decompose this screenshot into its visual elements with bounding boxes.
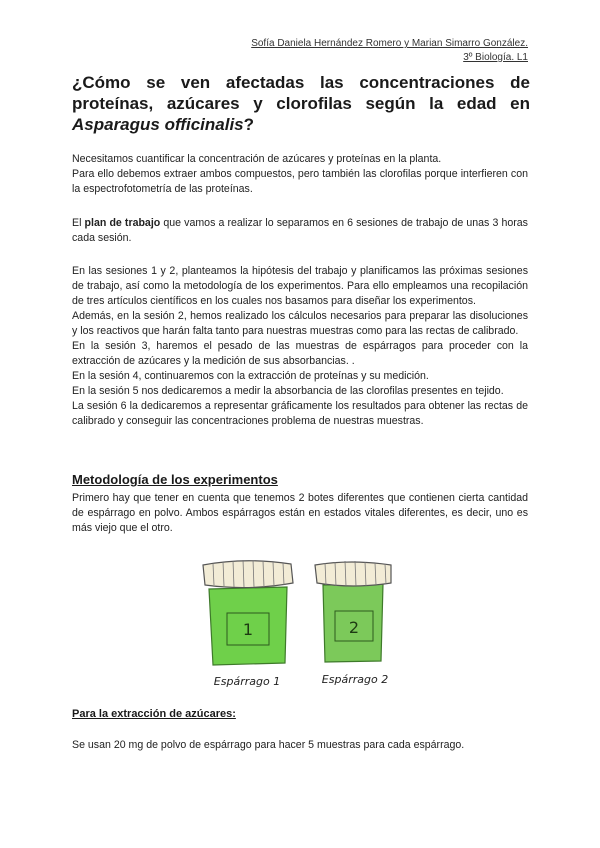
jar-2: [315, 561, 391, 686]
plan-pre: El: [72, 217, 85, 229]
jar-2-number: 2: [348, 618, 360, 637]
session-text: En las sesiones 1 y 2, planteamos la hipótesis del trabajo y planificamos las próximas sesiones de trabajo, así como la metodología de los experimentos. Para ello empleamos una recopilación de tres artículos científicos en los cuales nos basamos para diseñar los experimentos.: [72, 265, 528, 307]
plan-post: que vamos a realizar lo separamos en 6 sesiones de trabajo de unas 3 horas cada sesión.: [72, 217, 528, 244]
jar-1: [203, 560, 293, 688]
intro-paragraph: [72, 152, 528, 197]
session-text: En la sesión 4, continuaremos con la extracción de proteínas y su medición.: [72, 370, 429, 382]
session-text: En la sesión 3, haremos el pesado de las muestras de espárragos para proceder con la extracción de azúcares y la medición de sus absorbancias. .: [72, 340, 528, 367]
methodology-heading: Metodología de los experimentos: [72, 472, 278, 487]
sugars-paragraph: [72, 738, 528, 753]
session-text: Además, en la sesión 2, hemos realizado los cálculos necesarios para preparar las disoluciones y los reactivos que harán falta tanto para nuestras muestras como para las rectas de calibrado.: [72, 310, 528, 337]
author-header: [251, 37, 528, 65]
plan-bold: plan de trabajo: [84, 217, 161, 229]
plan-paragraph: [72, 216, 528, 246]
title-main: ¿Cómo se ven afectadas las concentraciones de proteínas, azúcares y clorofilas según la edad en: [72, 73, 530, 113]
sugars-heading: Para la extracción de azúcares:: [72, 708, 236, 720]
methodology-paragraph: [72, 491, 528, 536]
methodology-text: Primero hay que tener en cuenta que tenemos 2 botes diferentes que contienen cierta cantidad de espárrago en polvo. Ambos espárragos están en estados vitales diferentes, es decir, uno es más viejo que el otro.: [72, 492, 528, 534]
jar-2-caption: Espárrago 2: [321, 673, 389, 686]
jar-1-number: 1: [242, 620, 254, 639]
jar-1-lid: [203, 561, 293, 588]
page-title: [72, 72, 530, 135]
intro-line-1: Necesitamos cuantificar la concentración de azúcares y proteínas en la planta.: [72, 153, 442, 165]
asparagus-jars-figure: [195, 555, 415, 695]
title-species: Asparagus officinalis: [72, 115, 244, 134]
jar-1-caption: Espárrago 1: [213, 675, 281, 688]
session-text: La sesión 6 la dedicaremos a representar gráficamente los resultados para obtener las rectas de calibrado y conseguir las concentraciones problema de nuestras muestras.: [72, 400, 528, 427]
sessions-paragraph: [72, 264, 528, 429]
sugars-text: Se usan 20 mg de polvo de espárrago para hacer 5 muestras para cada espárrago.: [72, 739, 465, 751]
authors-line: Sofía Daniela Hernández Romero y Marian Simarro González.: [251, 38, 528, 49]
intro-line-2: Para ello debemos extraer ambos compuestos, pero también las clorofilas porque interfieren con la espectrofotometría de las proteínas.: [72, 168, 528, 195]
jar-2-lid: [315, 562, 391, 586]
class-line: 3º Biología. L1: [463, 52, 528, 63]
session-text: En la sesión 5 nos dedicaremos a medir la absorbancia de las clorofilas presentes en tejido.: [72, 385, 504, 397]
title-end: ?: [243, 115, 255, 134]
